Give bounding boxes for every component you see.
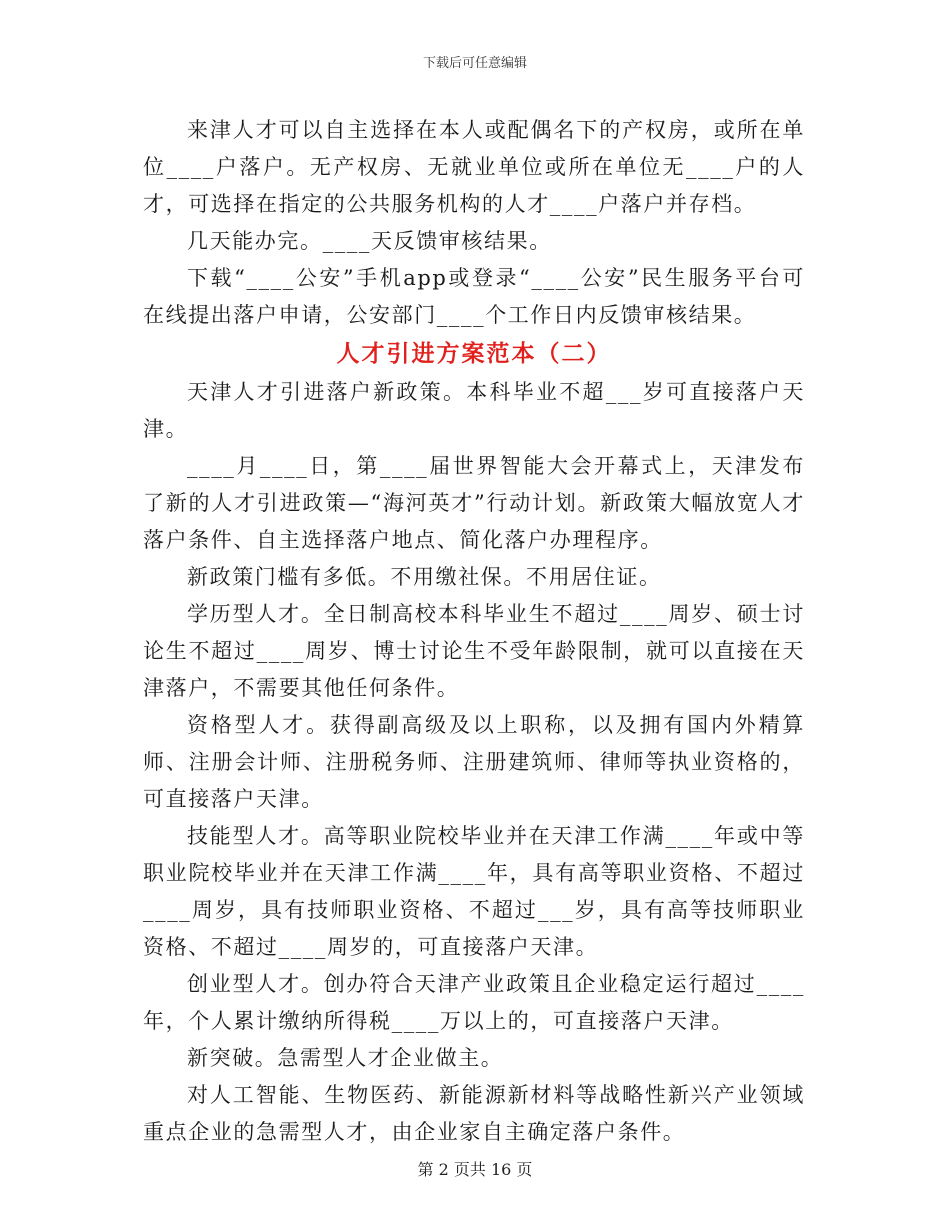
paragraph: 天津人才引进落户新政策。本科毕业不超___岁可直接落户天津。 (143, 380, 805, 441)
paragraph: 来津人才可以自主选择在本人或配偶名下的产权房，或所在单位____户落户。无产权房、无就业单位或所在单位无____户的人才，可选择在指定的公共服务机构的人才____户落户并存档。 (143, 118, 805, 216)
paragraph: 创业型人才。创办符合天津产业政策且企业稳定运行超过____年，个人累计缴纳所得税____万以上的，可直接落户天津。 (143, 972, 805, 1033)
paragraph: 学历型人才。全日制高校本科毕业生不超过____周岁、硕士讨论生不超过____周岁、博士讨论生不受年龄限制，就可以直接在天津落户，不需要其他任何条件。 (143, 602, 805, 700)
document-body (143, 112, 805, 1151)
page-number: 第 2 页共 16 页 (417, 1160, 533, 1179)
paragraph: 新突破。急需型人才企业做主。 (187, 1046, 504, 1070)
paragraph: 资格型人才。获得副高级及以上职称，以及拥有国内外精算师、注册会计师、注册税务师、注册建筑师、律师等执业资格的，可直接落户天津。 (143, 713, 805, 811)
paragraph: 下载“____公安”手机app或登录“____公安”民生服务平台可在线提出落户申请，公安部门____个工作日内反馈审核结果。 (143, 266, 805, 327)
page-header: 下载后可任意编辑 (422, 56, 527, 71)
paragraph: 对人工智能、生物医药、新能源新材料等战略性新兴产业领域重点企业的急需型人才，由企业家自主确定落户条件。 (143, 1083, 805, 1144)
paragraph: 技能型人才。高等职业院校毕业并在天津工作满____年或中等职业院校毕业并在天津工作满____年，具有高等职业资格、不超过____周岁，具有技师职业资格、不超过___岁，具有高等技师职业资格、不超过____周岁的，可直接落户天津。 (143, 824, 805, 959)
paragraph: ____月____日，第____届世界智能大会开幕式上，天津发布了新的人才引进政策—“海河英才”行动计划。新政策大幅放宽人才落户条件、自主选择落户地点、简化落户办理程序。 (143, 454, 805, 552)
section-title: 人才引进方案范本（二） (336, 340, 612, 367)
paragraph: 几天能办完。____天反馈审核结果。 (187, 229, 552, 253)
paragraph: 新政策门槛有多低。不用缴社保。不用居住证。 (187, 565, 662, 589)
